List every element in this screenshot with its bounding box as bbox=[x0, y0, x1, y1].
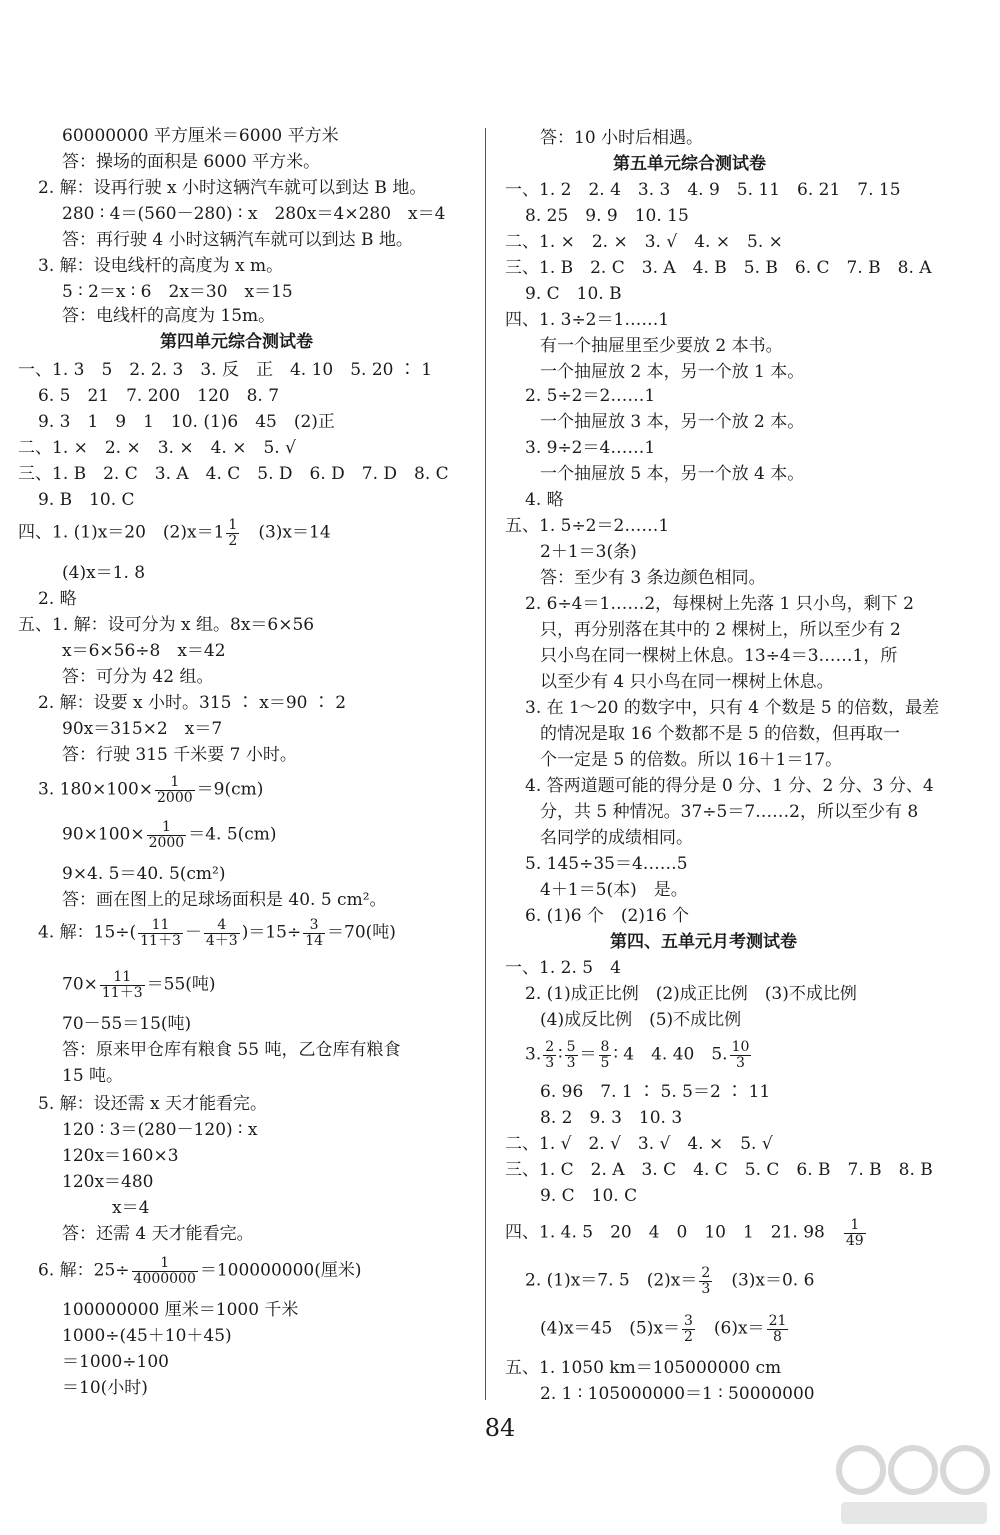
text-line bbox=[62, 970, 216, 1000]
numerator: 1 bbox=[132, 1256, 198, 1272]
denominator: 2000 bbox=[148, 834, 185, 851]
text-line: 二、1. √ 2. √ 3. √ 4. × 5. √ bbox=[505, 1134, 773, 1154]
text-span: 70× bbox=[62, 974, 98, 995]
text-line: 280 ∶ 4＝(560－280) ∶ x 280x＝4×280 x＝4 bbox=[62, 204, 446, 224]
numerator: 2 bbox=[701, 1265, 711, 1281]
text-line: 2. 1 ∶ 105000000＝1 ∶ 50000000 bbox=[540, 1384, 815, 1404]
denominator: 11＋3 bbox=[101, 984, 143, 1001]
numerator: 1 bbox=[844, 1218, 866, 1234]
text-span: － bbox=[184, 922, 202, 943]
text-line: 100000000 厘米＝1000 千米 bbox=[62, 1300, 299, 1320]
numerator: 3 bbox=[683, 1313, 693, 1329]
text-line: 60000000 平方厘米＝6000 平方米 bbox=[62, 126, 339, 146]
text-span: (4)x＝45 (5)x＝ bbox=[540, 1318, 680, 1339]
text-line: 三、1. C 2. A 3. C 4. C 5. C 6. B 7. B 8. B bbox=[505, 1160, 933, 1180]
text-line: 一、1. 2. 5 4 bbox=[505, 958, 621, 978]
text-line: (4)x＝1. 8 bbox=[62, 563, 146, 583]
text-line: 一个抽屉放 3 本，另一个放 2 本。 bbox=[540, 412, 805, 432]
text-span: (3)x＝14 bbox=[241, 522, 331, 543]
fraction bbox=[844, 1218, 866, 1248]
text-span: ＝100000000(厘米) bbox=[199, 1260, 362, 1281]
page-number: 84 bbox=[484, 1414, 516, 1442]
text-line: 9. C 10. B bbox=[525, 284, 622, 304]
denominator: 3 bbox=[736, 1054, 745, 1071]
text-line: 1000÷(45＋10＋45) bbox=[62, 1326, 232, 1346]
text-span: ＝4. 5(cm) bbox=[188, 824, 277, 845]
text-line: 五、1. 5÷2＝2……1 bbox=[505, 516, 670, 536]
denominator: 5 bbox=[600, 1054, 610, 1071]
denominator: 2 bbox=[683, 1328, 693, 1345]
text-line: 一个抽屉放 5 本，另一个放 4 本。 bbox=[540, 464, 805, 484]
text-span: ＝70(吨) bbox=[327, 922, 396, 943]
fraction bbox=[100, 970, 145, 1000]
watermark-logo bbox=[833, 1440, 993, 1530]
fraction bbox=[599, 1040, 612, 1070]
numerator: 11 bbox=[138, 918, 183, 934]
numerator: 1 bbox=[147, 820, 187, 836]
text-line: 只小鸟在同一棵树上休息。13÷4＝3……1，所 bbox=[540, 646, 898, 666]
numerator: 1 bbox=[155, 775, 195, 791]
text-line: 4. 略 bbox=[525, 490, 564, 510]
text-line: x＝6×56÷8 x＝42 bbox=[62, 641, 226, 661]
denominator: 14 bbox=[305, 932, 324, 949]
fraction bbox=[155, 775, 195, 805]
text-line: 四、1. 3÷2＝1……1 bbox=[505, 310, 670, 330]
text-line: 答：还需 4 天才能看完。 bbox=[62, 1224, 254, 1244]
text-line: 5. 解：设还需 x 天才能看完。 bbox=[38, 1094, 268, 1114]
text-line: 8. 2 9. 3 10. 3 bbox=[540, 1108, 683, 1128]
text-line: 2. 5÷2＝2……1 bbox=[525, 386, 656, 406]
fraction bbox=[147, 820, 187, 850]
text-line: 五、1. 1050 km＝105000000 cm bbox=[505, 1358, 782, 1378]
text-line bbox=[38, 775, 263, 805]
text-span: ＝55(吨) bbox=[146, 974, 216, 995]
denominator: 3 bbox=[545, 1054, 555, 1071]
text-line: 2. 解：设再行驶 x 小时这辆汽车就可以到达 B 地。 bbox=[38, 178, 427, 198]
text-line: 答：再行驶 4 小时这辆汽车就可以到达 B 地。 bbox=[62, 230, 413, 250]
section-heading-unit45: 第四、五单元月考测试卷 bbox=[610, 932, 797, 952]
text-line: 3. 解：设电线杆的高度为 x m。 bbox=[38, 256, 284, 276]
text-line: 2. (1)成正比例 (2)成正比例 (3)不成比例 bbox=[525, 984, 857, 1004]
text-span: (6)x＝ bbox=[696, 1318, 765, 1339]
text-line bbox=[38, 918, 396, 948]
text-line: 二、1. × 2. × 3. × 4. × 5. √ bbox=[18, 438, 296, 458]
text-span: ＝9(cm) bbox=[196, 779, 264, 800]
denominator: 8 bbox=[773, 1328, 782, 1345]
text-span: ＝ bbox=[579, 1044, 597, 1065]
text-line: 4. 答两道题可能的得分是 0 分、1 分、2 分、3 分、4 bbox=[525, 776, 934, 796]
text-line: 2. 解：设要 x 小时。315 ∶ x＝90 ∶ 2 bbox=[38, 693, 347, 713]
text-line bbox=[18, 518, 331, 548]
text-line: 5. 145÷35＝4……5 bbox=[525, 854, 688, 874]
denominator: 3 bbox=[701, 1280, 711, 1297]
text-line bbox=[505, 1218, 868, 1248]
text-line: 2. 6÷4＝1……2，每棵树上先落 1 只小鸟，剩下 2 bbox=[525, 594, 914, 614]
text-line: 9. 3 1 9 1 10. (1)6 45 (2)正 bbox=[38, 412, 335, 432]
text-span: 4. 解：15÷( bbox=[38, 922, 137, 943]
text-line: 个一定是 5 的倍数。所以 16＋1＝17。 bbox=[540, 750, 843, 770]
text-line: 一、1. 3 5 2. 2. 3 3. 反 正 4. 10 5. 20 ∶ 1 bbox=[18, 360, 433, 380]
text-line: 3. 9÷2＝4……1 bbox=[525, 438, 656, 458]
text-line: 6. (1)6 个 (2)16 个 bbox=[525, 906, 690, 926]
fraction bbox=[226, 518, 239, 548]
column-divider bbox=[485, 128, 486, 1400]
fraction bbox=[565, 1040, 578, 1070]
text-line: 9. C 10. C bbox=[540, 1186, 638, 1206]
fraction bbox=[138, 918, 183, 948]
text-span: 6. 解：25÷ bbox=[38, 1260, 130, 1281]
denominator: 3 bbox=[566, 1054, 576, 1071]
text-line: 三、1. B 2. C 3. A 4. C 5. D 6. D 7. D 8. C bbox=[18, 464, 449, 484]
text-span: ∶ bbox=[558, 1044, 563, 1065]
text-line: 二、1. × 2. × 3. √ 4. × 5. × bbox=[505, 232, 783, 252]
text-line: 2＋1＝3(条) bbox=[540, 542, 637, 562]
text-line: 8. 25 9. 9 10. 15 bbox=[525, 206, 689, 226]
section-heading-unit4: 第四单元综合测试卷 bbox=[160, 332, 313, 352]
numerator: 1 bbox=[228, 517, 238, 533]
text-line: 三、1. B 2. C 3. A 4. B 5. B 6. C 7. B 8. A bbox=[505, 258, 932, 278]
numerator: 5 bbox=[566, 1039, 576, 1055]
text-line: x＝4 bbox=[112, 1198, 150, 1218]
text-line: 6. 96 7. 1 ∶ 5. 5＝2 ∶ 11 bbox=[540, 1082, 771, 1102]
denominator: 2 bbox=[228, 532, 238, 549]
text-line: 五、1. 解：设可分为 x 组。8x＝6×56 bbox=[18, 615, 315, 635]
text-line: ＝1000÷100 bbox=[62, 1352, 169, 1372]
text-line bbox=[38, 1256, 361, 1286]
numerator: 21 bbox=[768, 1313, 787, 1329]
text-span: 3. bbox=[525, 1044, 542, 1065]
text-line: 以至少有 4 只小鸟在同一棵树上休息。 bbox=[540, 672, 834, 692]
text-span: ∶ 4 4. 40 5. bbox=[613, 1044, 728, 1065]
numerator: 2 bbox=[545, 1039, 555, 1055]
fraction bbox=[204, 918, 240, 948]
section-heading-unit5: 第五单元综合测试卷 bbox=[613, 154, 766, 174]
text-line: 答：行驶 315 千米要 7 小时。 bbox=[62, 745, 297, 765]
text-span: 四、1. (1)x＝20 (2)x＝1 bbox=[18, 522, 225, 543]
text-line: 120x＝480 bbox=[62, 1172, 154, 1192]
text-line: 9×4. 5＝40. 5(cm²) bbox=[62, 864, 226, 884]
text-span: 2. (1)x＝7. 5 (2)x＝ bbox=[525, 1270, 698, 1291]
numerator: 10 bbox=[731, 1039, 750, 1055]
text-line: 9. B 10. C bbox=[38, 490, 135, 510]
denominator: 4＋3 bbox=[205, 932, 238, 949]
text-line bbox=[62, 820, 277, 850]
text-line: 5 ∶ 2＝x ∶ 6 2x＝30 x＝15 bbox=[62, 282, 293, 302]
text-line: 3. 在 1～20 的数字中，只有 4 个数是 5 的倍数，最差 bbox=[525, 698, 940, 718]
text-line: 70－55＝15(吨) bbox=[62, 1014, 192, 1034]
text-span: 3. 180×100× bbox=[38, 779, 154, 800]
fraction bbox=[730, 1040, 752, 1070]
text-line: 名同学的成绩相同。 bbox=[540, 828, 693, 848]
text-line: 15 吨。 bbox=[62, 1066, 124, 1086]
text-line: ＝10(小时) bbox=[62, 1378, 148, 1398]
numerator: 4 bbox=[204, 918, 240, 934]
fraction bbox=[682, 1314, 695, 1344]
text-line: 分，共 5 种情况。37÷5＝7……2，所以至少有 8 bbox=[540, 802, 919, 822]
text-line: 一、1. 2 2. 4 3. 3 4. 9 5. 11 6. 21 7. 15 bbox=[505, 180, 901, 200]
text-line: 答：画在图上的足球场面积是 40. 5 cm²。 bbox=[62, 890, 387, 910]
fraction bbox=[543, 1040, 556, 1070]
text-line: 4＋1＝5(本) 是。 bbox=[540, 880, 688, 900]
text-line: 120x＝160×3 bbox=[62, 1146, 179, 1166]
text-line: 答：可分为 42 组。 bbox=[62, 667, 214, 687]
text-line: 有一个抽屉里至少要放 2 本书。 bbox=[540, 336, 783, 356]
text-line: 2. 略 bbox=[38, 589, 77, 609]
text-span: )＝15÷ bbox=[241, 922, 302, 943]
numerator: 3 bbox=[303, 918, 325, 934]
denominator: 11＋3 bbox=[140, 932, 181, 949]
text-line bbox=[525, 1266, 814, 1296]
text-line: 6. 5 21 7. 200 120 8. 7 bbox=[38, 386, 280, 406]
fraction bbox=[767, 1314, 789, 1344]
text-span: 90×100× bbox=[62, 824, 145, 845]
denominator: 49 bbox=[845, 1232, 864, 1249]
denominator: 2000 bbox=[157, 789, 193, 806]
text-line: 答：至少有 3 条边颜色相同。 bbox=[540, 568, 766, 588]
text-line: 答：电线杆的高度为 15m。 bbox=[62, 306, 276, 326]
text-span: (3)x＝0. 6 bbox=[714, 1270, 815, 1291]
text-line: 一个抽屉放 2 本，另一个放 1 本。 bbox=[540, 362, 805, 382]
text-span: 四、1. 4. 5 20 4 0 10 1 21. 98 bbox=[505, 1222, 825, 1243]
text-line: 答：原来甲仓库有粮食 55 吨，乙仓库有粮食 bbox=[62, 1040, 401, 1060]
fraction bbox=[303, 918, 325, 948]
fraction bbox=[132, 1256, 198, 1286]
text-line: 120 ∶ 3＝(280－120) ∶ x bbox=[62, 1120, 258, 1140]
denominator: 4000000 bbox=[133, 1270, 196, 1287]
text-line: 90x＝315×2 x＝7 bbox=[62, 719, 223, 739]
text-line: 只，再分别落在其中的 2 棵树上，所以至少有 2 bbox=[540, 620, 901, 640]
numerator: 8 bbox=[600, 1039, 610, 1055]
numerator: 11 bbox=[100, 970, 145, 986]
text-line bbox=[525, 1040, 753, 1070]
text-line: 答：10 小时后相遇。 bbox=[540, 128, 704, 148]
text-line: 的情况是取 16 个数都不是 5 的倍数，但再取一 bbox=[540, 724, 901, 744]
text-line bbox=[540, 1314, 790, 1344]
text-line: 答：操场的面积是 6000 平方米。 bbox=[62, 152, 321, 172]
fraction bbox=[699, 1266, 712, 1296]
text-line: (4)成反比例 (5)不成比例 bbox=[540, 1010, 742, 1030]
